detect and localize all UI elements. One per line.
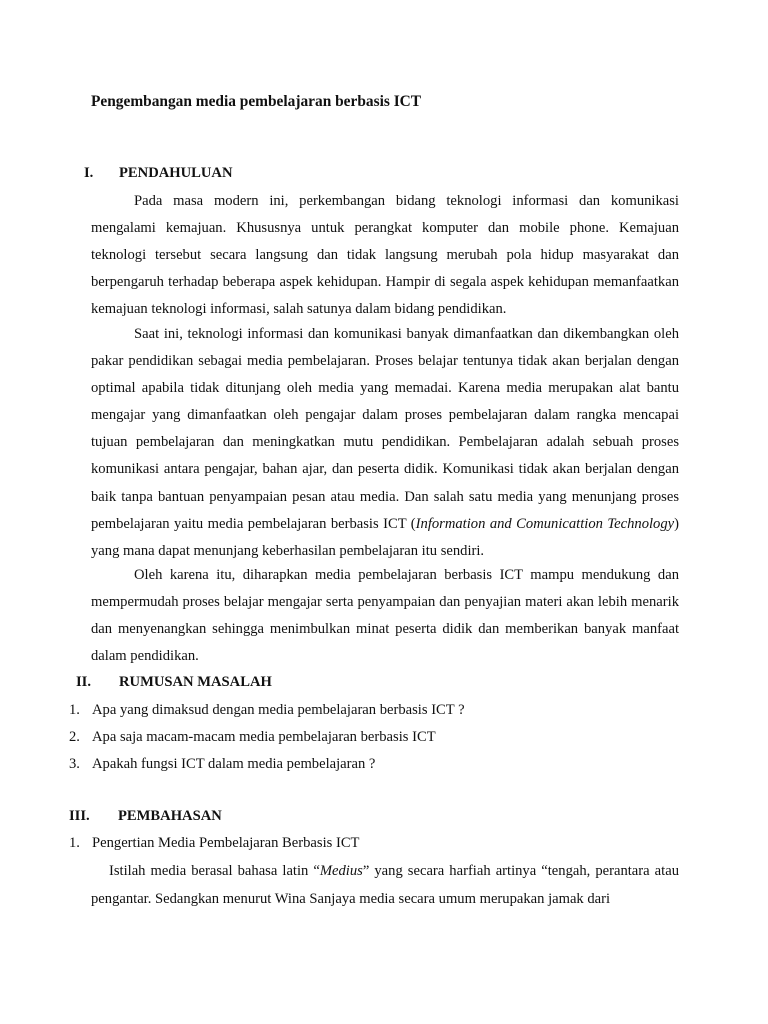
paragraph-italic-text: Information and Comunicattion Technology	[415, 515, 675, 532]
paragraph-pembahasan-1	[91, 858, 679, 913]
list-item	[69, 702, 465, 719]
section-heading-pendahuluan	[84, 165, 484, 185]
section-number: II.	[76, 674, 92, 690]
paragraph-intro-2	[91, 321, 679, 565]
subsection-number: 1.	[69, 835, 80, 851]
paragraph-text: Istilah media berasal bahasa latin “	[109, 863, 320, 879]
list-item-number: 2.	[69, 729, 80, 745]
section-heading-pembahasan	[69, 808, 469, 828]
section-title: PENDAHULUAN	[119, 165, 233, 181]
section-title: RUMUSAN MASALAH	[119, 674, 272, 690]
list-item-number: 1.	[69, 702, 80, 718]
section-number: I.	[84, 165, 94, 181]
section-heading-rumusan-masalah	[76, 674, 476, 694]
list-item	[69, 756, 375, 773]
list-item	[69, 729, 436, 746]
paragraph-intro-3: Oleh karena itu, diharapkan media pembelajaran berbasis ICT mampu mendukung dan mempermudah proses belajar mengajar serta penyampaian dan penyajian materi akan lebih menarik dan menyenangkan sehingga menimbulkan minat peserta didik dan memberikan banyak manfaat dalam pendidikan.	[91, 567, 679, 665]
subsection-title: Pengertian Media Pembelajaran Berbasis ICT	[92, 835, 360, 851]
paragraph-intro-1: Pada masa modern ini, perkembangan bidang teknologi informasi dan komunikasi mengalami kemajuan. Khususnya untuk perangkat komputer dan mobile phone. Kemajuan teknologi tersebut secara langsung dan tidak langsung merubah pola hidup masyarakat dan berpengaruh terhadap beberapa aspek kehidupan. Hampir di segala aspek kehidupan memanfaatkan kemajuan teknologi informasi, salah satunya dalam bidang pendidikan.	[91, 193, 679, 318]
paragraph-text: Saat ini, teknologi informasi dan komunikasi banyak dimanfaatkan dan dikembangkan oleh pakar pendidikan sebagai media pembelajaran. Proses belajar tentunya tidak akan berjalan dengan optimal apabila tidak ditunjang oleh media yang memadai. Karena media merupakan alat bantu mengajar yang dimanfaatkan oleh pengajar dalam proses pembelajaran dalam rangka mencapai tujuan pembelajaran dan meningkatkan mutu pendidikan. Pembelajaran adalah sebuah proses komunikasi antara pengajar, bahan ajar, dan peserta didik. Komunikasi tidak akan berjalan dengan baik tanpa bantuan penyampaian pesan atau media. Dan salah satu media yang menunjang proses pembelajaran yaitu media pembelajaran berbasis ICT (	[91, 326, 679, 532]
paragraph-text-end: ) yang mana dapat menunjang keberhasilan pembelajaran itu sendiri.	[91, 515, 679, 559]
list-item-text: Apa yang dimaksud dengan media pembelajaran berbasis ICT ?	[92, 702, 465, 718]
subsection-heading	[69, 835, 359, 852]
list-item-number: 3.	[69, 756, 80, 772]
list-item-text: Apa saja macam-macam media pembelajaran berbasis ICT	[92, 729, 436, 745]
list-item-text: Apakah fungsi ICT dalam media pembelajaran ?	[92, 756, 376, 772]
paragraph-italic-text: Medius	[319, 863, 363, 879]
section-number: III.	[69, 808, 90, 824]
section-title: PEMBAHASAN	[118, 808, 222, 824]
document-title: Pengembangan media pembelajaran berbasis ICT	[91, 93, 422, 110]
paragraph-text-end: ” yang secara harfiah artinya “tengah, perantara atau pengantar. Sedangkan menurut Wina Sanjaya media secara umum merupakan jamak dari	[91, 863, 679, 907]
